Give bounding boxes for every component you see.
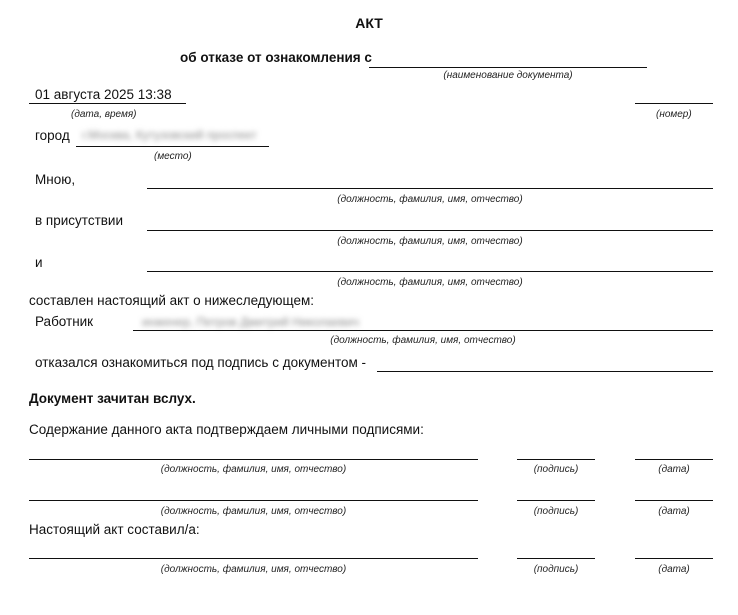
sign-row-2-fio-caption: (должность, фамилия, имя, отчество) [160,506,347,517]
sign-row-1-date-line [635,459,713,460]
sign-row-3-date-caption: (дата) [658,564,690,575]
doc-name-line [369,67,647,68]
sign-row-2-signature-line [517,500,595,501]
presence-label: в присутствии [35,213,124,228]
date-time-value: 01 августа 2025 13:38 [35,87,172,102]
city-line [76,146,269,147]
date-time-line [29,103,186,104]
subtitle: об отказе от ознакомления с [180,50,372,65]
sign-row-1-signature-caption: (подпись) [533,464,579,475]
confirm-text: Содержание данного акта подтверждаем личными подписями: [29,422,424,437]
by-me-line [147,188,713,189]
worker-caption: (должность, фамилия, имя, отчество) [330,335,516,346]
composed-text: Настоящий акт составил/а: [29,522,200,537]
refused-text: отказался ознакомиться под подпись с документом - [35,355,367,370]
number-line [635,103,713,104]
sign-row-1-date-caption: (дата) [658,464,690,475]
worker-line [133,330,713,331]
date-time-caption: (дата, время) [71,109,137,120]
worker-value: инженер, Петров Дмитрий Николаевич [142,315,359,329]
city-value: г.Москва, Кутузовский проспект [82,128,257,142]
sign-row-2-date-caption: (дата) [658,506,690,517]
sign-row-3-fio-line [29,558,478,559]
and-line [147,271,713,272]
sign-row-1-fio-caption: (должность, фамилия, имя, отчество) [160,464,347,475]
city-label: город [35,128,70,143]
page-title: АКТ [355,15,383,31]
place-caption: (место) [154,151,192,162]
number-caption: (номер) [656,109,692,120]
sign-row-3-date-line [635,558,713,559]
sign-row-2-signature-caption: (подпись) [533,506,579,517]
and-caption: (должность, фамилия, имя, отчество) [337,277,523,288]
sign-row-3-signature-line [517,558,595,559]
presence-line [147,230,713,231]
sign-row-2-fio-line [29,500,478,501]
refused-doc-line [377,371,713,372]
presence-caption: (должность, фамилия, имя, отчество) [337,236,523,247]
sign-row-1-signature-line [517,459,595,460]
sign-row-2-date-line [635,500,713,501]
by-me-caption: (должность, фамилия, имя, отчество) [337,194,523,205]
compiled-text: составлен настоящий акт о нижеследующем: [29,293,315,308]
and-label: и [35,255,43,270]
by-me-label: Мною, [35,172,76,187]
sign-row-3-signature-caption: (подпись) [533,564,579,575]
sign-row-1-fio-line [29,459,478,460]
worker-label: Работник [35,314,94,329]
sign-row-3-fio-caption: (должность, фамилия, имя, отчество) [160,564,347,575]
read-aloud-text: Документ зачитан вслух. [29,391,196,406]
doc-name-caption: (наименование документа) [443,70,573,81]
